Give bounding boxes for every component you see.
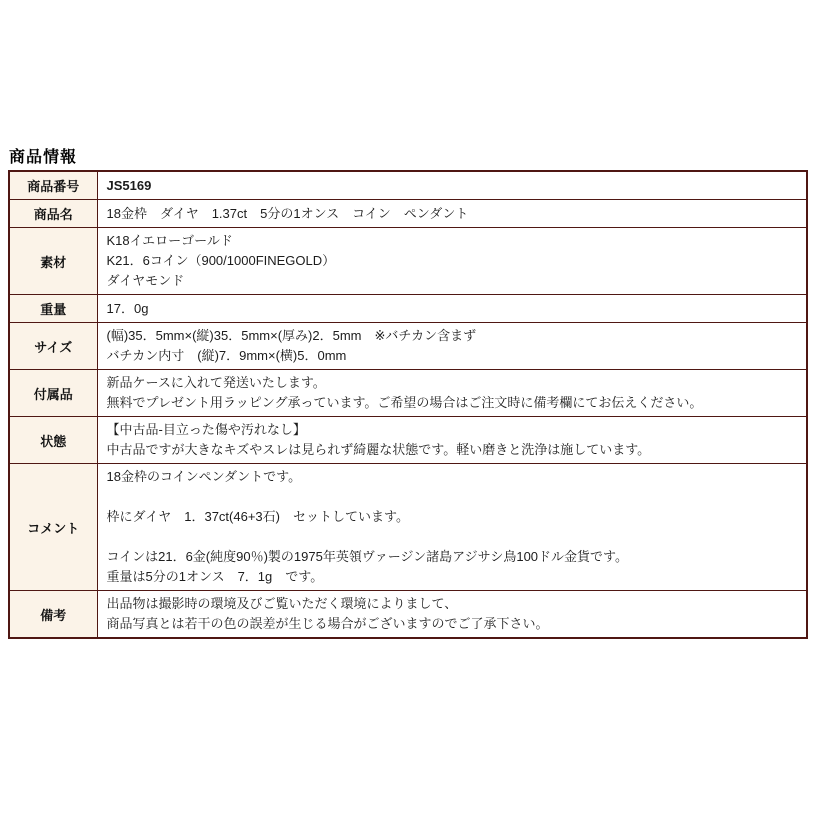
value-line: 出品物は撮影時の環境及びご覧いただく環境によりまして、 [106, 596, 458, 611]
value-line: 18金枠 ダイヤ 1.37ct 5分の1オンス コイン ペンダント [106, 205, 469, 221]
value-line: コインは21．6金(純度90％)製の1975年英領ヴァージン諸島アジサシ鳥100ドル金貨です。 [106, 549, 628, 564]
row-label: コメント [9, 464, 97, 591]
value-line: K21．6コイン（900/1000FINEGOLD） [106, 253, 336, 268]
row-label: 状態 [9, 417, 97, 464]
row-label: 商品名 [9, 200, 97, 228]
row-value [97, 295, 807, 323]
value-line: 新品ケースに入れて発送いたします。 [106, 375, 326, 390]
table-row-weight [9, 295, 807, 323]
row-value [97, 464, 807, 591]
value-line: 重量は5分の1オンス 7．1g です。 [106, 569, 324, 584]
table-row-product-number [9, 171, 807, 200]
row-value [97, 228, 807, 295]
row-label: 付属品 [9, 370, 97, 417]
table-row-condition [9, 417, 807, 464]
value-line: バチカン内寸 (縦)7．9mm×(横)5．0mm [106, 348, 347, 363]
value-line [107, 527, 798, 547]
row-label: 備考 [9, 591, 97, 639]
value-line: 18金枠のコインペンダントです。 [106, 469, 302, 484]
value-line: JS5169 [106, 177, 152, 193]
table-row-accessories [9, 370, 807, 417]
value-line: 【中古品-目立った傷や汚れなし】 [106, 422, 306, 437]
table-row-size [9, 323, 807, 370]
row-value [97, 200, 807, 228]
row-value [97, 323, 807, 370]
row-value [97, 171, 807, 200]
value-line [107, 487, 798, 507]
row-value [97, 417, 807, 464]
row-label: 重量 [9, 295, 97, 323]
row-label: 素材 [9, 228, 97, 295]
table-row-material [9, 228, 807, 295]
table-row-product-name [9, 200, 807, 228]
row-value [97, 370, 807, 417]
value-line: K18イエローゴールド [106, 233, 233, 248]
value-line: 無料でプレゼント用ラッピング承っています。ご希望の場合はご注文時に備考欄にてお伝えください。 [106, 395, 703, 410]
row-label: 商品番号 [9, 171, 97, 200]
value-line: ダイヤモンド [106, 273, 185, 288]
product-info-table [8, 170, 808, 639]
row-label: サイズ [9, 323, 97, 370]
value-line: 17．0g [106, 300, 149, 316]
row-value [97, 591, 807, 639]
table-row-remarks [9, 591, 807, 639]
value-line: 枠にダイヤ 1．37ct(46+3石) セットしています。 [106, 509, 409, 524]
value-line: (幅)35．5mm×(縦)35．5mm×(厚み)2．5mm ※バチカン含まず [106, 328, 477, 343]
value-line: 商品写真とは若干の色の誤差が生じる場合がございますのでご了承下さい。 [106, 616, 549, 631]
value-line: 中古品ですが大きなキズやスレは見られず綺麗な状態です。軽い磨きと洗浄は施しています。 [106, 442, 651, 457]
table-row-comment [9, 464, 807, 591]
page-title: 商品情報 [9, 149, 78, 166]
